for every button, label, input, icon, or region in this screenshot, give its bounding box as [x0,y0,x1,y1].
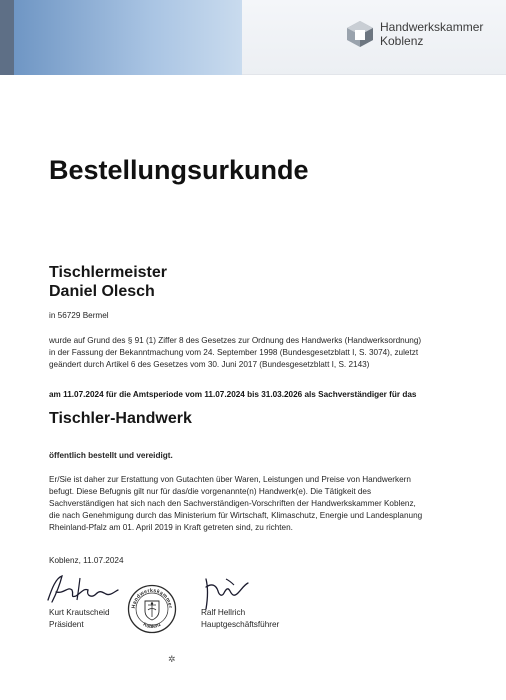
signatory-right-name: Ralf Hellrich [201,608,246,617]
authorization-paragraph-line: die nach Genehmigung durch das Ministerium für Wirtschaft, Klimaschutz, Energie und Landesplanung [49,511,423,520]
legal-paragraph-line: wurde auf Grund des § 91 (1) Ziffer 8 des Gesetzes zur Ordnung des Handwerks (Handwerksordnung) [49,336,422,345]
document-title: Bestellungsurkunde [49,155,309,185]
official-seal-stamp [127,584,177,634]
place-date: Koblenz, 11.07.2024 [49,556,124,565]
authorization-paragraph-line: befugt. Diese Befugnis gilt nur für das/die vorgenannte(n) Handwerk(e). Die Tätigkeit des [49,487,372,496]
org-name [380,20,483,48]
legal-paragraph-line: geändert durch Artikel 6 des Gesetzes vom 30. Juni 2017 (Bundesgesetzblatt I, S. 2143) [49,360,370,369]
recipient-block [49,263,167,301]
recipient-profession: Tischlermeister [49,264,167,281]
recipient-name: Daniel Olesch [49,283,155,300]
org-name-line2: Koblenz [380,34,424,48]
header-band-dark [0,0,14,75]
authorization-paragraph-line: Rheinland-Pfalz am 01. April 2019 in Kraft getreten sind, zu richten. [49,523,293,532]
scan-speck: ✲ [168,654,176,664]
legal-paragraph-line: in der Fassung der Bekanntmachung vom 24. September 1998 (Bundesgesetzblatt I, S. 3074), zuletzt [49,348,419,357]
svg-text:Handwerkskammer: Handwerkskammer [130,587,174,609]
signature-president [42,570,122,610]
authorization-paragraph-line: Sachverständigen hat sich nach den Sachverständigen-Vorschriften der Handwerkskammer Koblenz, [49,499,416,508]
trade-name: Tischler-Handwerk [49,410,192,427]
authorization-paragraph-line: Er/Sie ist daher zur Erstattung von Gutachten über Waren, Leistungen und Preise von Handwerkern [49,475,411,484]
chamber-logo-icon [346,20,374,48]
svg-text:Koblenz: Koblenz [141,621,163,631]
recipient-location: in 56729 Bermel [49,311,109,320]
org-name-line1: Handwerkskammer [380,20,484,34]
signatory-left-name: Kurt Krautscheid [49,608,110,617]
term-statement: am 11.07.2024 für die Amtsperiode vom 11.07.2024 bis 31.03.2026 als Sachverständiger für das [49,390,417,399]
appointment-statement: öffentlich bestellt und vereidigt. [49,451,173,460]
signatory-right-role: Hauptgeschäftsführer [201,620,280,629]
header-band-blue [14,0,242,75]
signatory-left-role: Präsident [49,620,84,629]
